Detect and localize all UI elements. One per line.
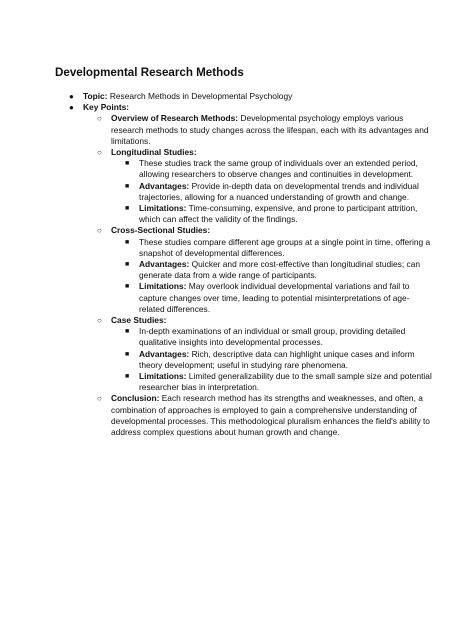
list-item bbox=[55, 371, 435, 393]
list-item-key-points bbox=[55, 102, 435, 438]
list-item bbox=[55, 203, 435, 225]
list-item bbox=[55, 259, 435, 281]
advantages-label: Advantages: bbox=[139, 259, 190, 270]
limitations-label: Limitations: bbox=[139, 203, 187, 214]
case-studies-desc: In-depth examinations of an individual or small group, providing detailed qualitative insights into developmental processes. bbox=[139, 326, 406, 348]
circle-bullet-icon: ○ bbox=[97, 226, 102, 236]
document-body bbox=[55, 91, 435, 438]
list-item-overview bbox=[55, 113, 435, 147]
list-item bbox=[55, 158, 435, 180]
conclusion-label: Conclusion: bbox=[111, 393, 160, 404]
square-bullet-icon: ■ bbox=[125, 160, 130, 168]
limitations-text: Limited generalizability due to the small sample size and potential researcher bias in interpretation. bbox=[139, 371, 432, 393]
list-item-topic bbox=[55, 91, 435, 102]
circle-bullet-icon: ○ bbox=[97, 316, 102, 326]
list-item-cross-sectional bbox=[55, 225, 435, 315]
circle-bullet-icon: ○ bbox=[97, 148, 102, 158]
square-bullet-icon: ■ bbox=[125, 238, 130, 246]
overview-text: Developmental psychology employs various research methods to study changes across the lifespan, each with its advantages and limitations. bbox=[111, 113, 429, 146]
limitations-text: Time-consuming, expensive, and prone to participant attrition, which can affect the validity of the findings. bbox=[139, 203, 418, 225]
key-points-list bbox=[55, 113, 435, 438]
list-item-case-studies bbox=[55, 315, 435, 393]
advantages-label: Advantages: bbox=[139, 180, 190, 191]
square-bullet-icon: ■ bbox=[125, 373, 130, 381]
limitations-text: May overlook individual developmental variations and fail to capture changes over time, leading to potential misinterpretations of age-related differences. bbox=[139, 281, 410, 314]
list-item bbox=[55, 181, 435, 203]
list-item-longitudinal bbox=[55, 147, 435, 225]
cross-sectional-list bbox=[55, 237, 435, 315]
circle-bullet-icon: ○ bbox=[97, 394, 102, 404]
limitations-label: Limitations: bbox=[139, 371, 187, 382]
topic-label: Topic: bbox=[83, 91, 108, 101]
advantages-text: Provide in-depth data on developmental trends and individual trajectories, allowing for a nuanced understanding of growth and change. bbox=[139, 180, 419, 202]
list-item bbox=[55, 237, 435, 259]
list-item bbox=[55, 281, 435, 315]
advantages-text: Rich, descriptive data can highlight unique cases and inform theory development; useful in studying rare phenomena. bbox=[139, 348, 415, 370]
square-bullet-icon: ■ bbox=[125, 261, 130, 269]
square-bullet-icon: ■ bbox=[125, 350, 130, 358]
cross-sectional-label: Cross-Sectional Studies: bbox=[111, 225, 211, 236]
case-studies-label: Case Studies: bbox=[111, 315, 167, 326]
main-list bbox=[55, 91, 435, 438]
list-item bbox=[55, 326, 435, 348]
conclusion-text: Each research method has its strengths and weaknesses, and often, a combination of approaches is employed to gain a comprehensive understanding of developmental processes. This methodological pluralism enhances the field's ability to address complex questions about human growth and change. bbox=[111, 393, 430, 438]
limitations-label: Limitations: bbox=[139, 281, 187, 292]
square-bullet-icon: ■ bbox=[125, 205, 130, 213]
square-bullet-icon: ■ bbox=[125, 182, 130, 190]
cross-sectional-desc: These studies compare different age groups at a single point in time, offering a snapshot of developmental differences. bbox=[139, 236, 431, 258]
key-points-label: Key Points: bbox=[83, 102, 130, 113]
list-item-conclusion bbox=[55, 393, 435, 438]
longitudinal-list bbox=[55, 158, 435, 225]
longitudinal-label: Longitudinal Studies: bbox=[111, 147, 197, 158]
square-bullet-icon: ■ bbox=[125, 283, 130, 291]
topic-text: Research Methods in Developmental Psychology bbox=[107, 91, 293, 101]
case-studies-list bbox=[55, 326, 435, 393]
square-bullet-icon: ■ bbox=[125, 328, 130, 336]
advantages-label: Advantages: bbox=[139, 348, 190, 359]
page-title: Developmental Research Methods bbox=[55, 66, 244, 79]
overview-label: Overview of Research Methods: bbox=[111, 113, 239, 124]
list-item bbox=[55, 349, 435, 371]
disc-bullet-icon: ● bbox=[69, 103, 74, 113]
disc-bullet-icon: ● bbox=[69, 92, 74, 101]
advantages-text: Quicker and more cost-effective than longitudinal studies; can generate data from a wide range of participants. bbox=[139, 259, 421, 281]
longitudinal-desc: These studies track the same group of individuals over an extended period, allowing researchers to observe changes and continuities in development. bbox=[139, 158, 418, 180]
circle-bullet-icon: ○ bbox=[97, 114, 102, 124]
